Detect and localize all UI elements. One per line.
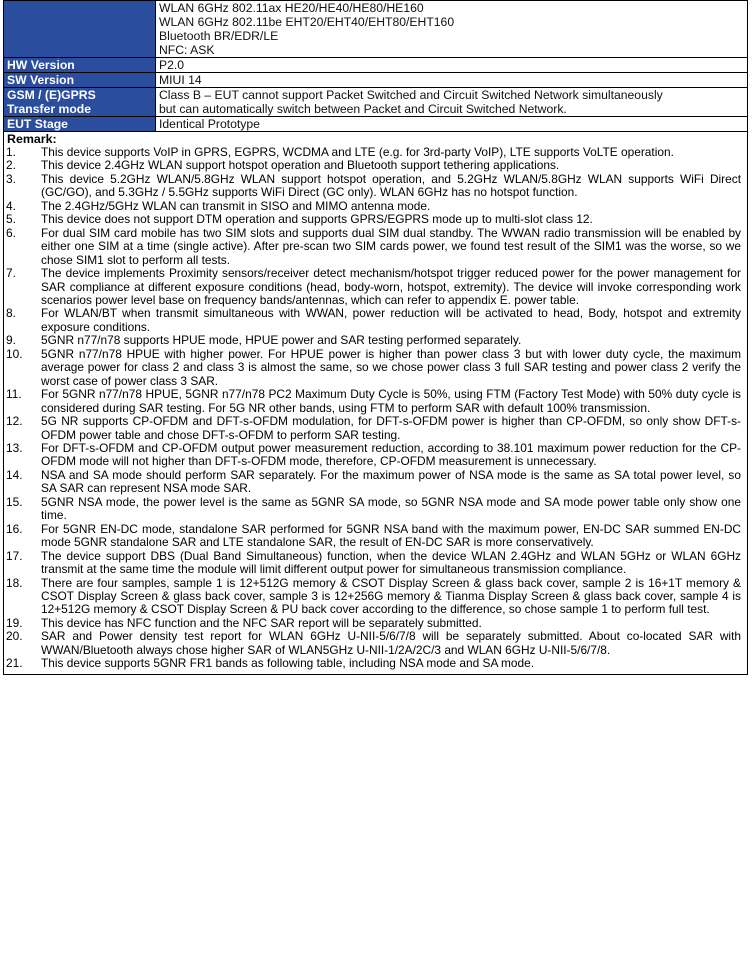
remark-number: 5. <box>6 212 16 227</box>
remark-number: 10. <box>6 346 23 361</box>
remark-item <box>4 523 747 550</box>
wireless-capability: WLAN 6GHz 802.11ax HE20/HE40/HE80/HE160 <box>159 1 424 15</box>
remark-item <box>4 577 747 617</box>
table-row <box>4 88 748 117</box>
remark-text: NSA and SA mode should perform SAR separately. For the maximum power of NSA mode is the same as SA total power level, so SA SAR can represent NSA mode SAR. <box>41 467 741 496</box>
gsm-transfer-mode-value <box>156 88 748 117</box>
remark-number: 4. <box>6 198 16 213</box>
remark-text: There are four samples, sample 1 is 12+512G memory & CSOT Display Screen & glass back cover, sample 2 is 16+1T memory & CSOT Display Screen & glass back cover, sample 3 is 12+256G memory & Tianma Display Screen & glass back cover, sample 4 is 12+512G memory & CSOT Display Screen & PU back cover according to the difference, so chose sample 1 to perform full test. <box>41 575 741 617</box>
remark-number: 6. <box>6 225 16 240</box>
remark-number: 7. <box>6 266 16 281</box>
remark-text: This device supports 5GNR FR1 bands as following table, including NSA mode and SA mode. <box>41 656 535 671</box>
remark-item <box>4 617 747 630</box>
gsm-label-line: GSM / (E)GPRS <box>7 88 96 102</box>
remark-text: 5GNR NSA mode, the power level is the same as 5GNR SA mode, so 5GNR NSA mode and SA mode power table only show one time. <box>41 494 741 523</box>
remark-item <box>4 496 747 523</box>
remark-number: 8. <box>6 306 16 321</box>
remark-item <box>4 267 747 307</box>
remark-text: This device 5.2GHz WLAN/5.8GHz WLAN support hotspot operation, and 5.2GHz WLAN/5.8GHz WLAN supports WiFi Direct (GC/GO), and 5.3GHz / 5.5GHz supports WiFi Direct (GC only). WLAN 6GHz has no hotspot function. <box>41 171 741 200</box>
remark-text: For 5GNR EN-DC mode, standalone SAR performed for 5GNR NSA band with the maximum power, EN-DC SAR summed EN-DC mode 5GNR standalone SAR and LTE standalone SAR, the result of EN-DC SAR is more conservatively. <box>41 521 741 550</box>
wireless-capability: NFC: ASK <box>159 43 215 57</box>
wireless-capability: Bluetooth BR/EDR/LE <box>159 29 279 43</box>
table-row <box>4 58 748 73</box>
remark-number: 1. <box>6 145 16 159</box>
remark-item <box>4 630 747 657</box>
remark-title: Remark: <box>7 132 57 146</box>
table-row <box>4 1 748 58</box>
sw-version-value: MIUI 14 <box>156 73 748 88</box>
document-page <box>3 0 748 675</box>
remark-item <box>4 469 747 496</box>
remark-number: 19. <box>6 615 23 630</box>
remark-item <box>4 200 747 213</box>
spec-table <box>3 0 748 132</box>
remark-section <box>3 132 748 675</box>
hw-version-label: HW Version <box>4 58 156 73</box>
remark-number: 11. <box>6 387 22 402</box>
remark-text: For WLAN/BT when transmit simultaneous with WWAN, power reduction will be activated to head, Body, hotspot and extremity exposure conditions. <box>41 306 741 334</box>
remark-text: The 2.4GHz/5GHz WLAN can transmit in SISO and MIMO antenna mode. <box>41 198 431 213</box>
remark-number: 21. <box>6 656 23 671</box>
remark-text: This device does not support DTM operation and supports GPRS/EGPRS mode up to multi-slot class 12. <box>41 212 593 227</box>
remark-number: 12. <box>6 414 23 429</box>
remark-number: 3. <box>6 171 16 186</box>
remark-item <box>4 348 747 388</box>
gsm-transfer-mode-label <box>4 88 156 117</box>
remark-item <box>4 442 747 469</box>
remark-number: 16. <box>6 521 23 536</box>
eut-stage-label: EUT Stage <box>4 117 156 132</box>
remark-number: 9. <box>6 333 16 348</box>
gsm-label-line: Transfer mode <box>7 102 91 116</box>
remark-item <box>4 159 747 172</box>
remark-number: 17. <box>6 548 23 563</box>
table-row <box>4 117 748 132</box>
remark-number: 2. <box>6 158 16 173</box>
remark-item <box>4 227 747 267</box>
remark-item <box>4 334 747 347</box>
hw-version-value: P2.0 <box>156 58 748 73</box>
remark-text: This device 2.4GHz WLAN support hotspot operation and Bluetooth support tethering applications. <box>41 158 560 173</box>
remark-item <box>4 657 747 670</box>
remark-text: 5GNR n77/n78 supports HPUE mode, HPUE power and SAR testing performed separately. <box>41 333 522 348</box>
remark-text: 5GNR n77/n78 HPUE with higher power. For HPUE power is higher than power class 3 but with lower duty cycle, the maximum average power for class 2 and class 3 is almost the same, so we chose power class 3 full SAR testing and power class 2 verify the worst case of power class 3 SAR. <box>41 346 741 388</box>
gsm-value-line: but can automatically switch between Packet and Circuit Switched Network. <box>159 102 567 116</box>
spec-label-cell <box>4 1 156 58</box>
remark-text: 5G NR supports CP-OFDM and DFT-s-OFDM modulation, for DFT-s-OFDM power is higher than CP-OFDM, so only show DFT-s-OFDM power table and chose DFT-s-OFDM to perform SAR testing. <box>41 414 741 442</box>
remark-number: 14. <box>6 467 23 482</box>
remark-list <box>4 146 747 671</box>
remark-number: 15. <box>6 494 23 509</box>
remark-text: This device supports VoIP in GPRS, EGPRS, WCDMA and LTE (e.g. for 3rd-party VoIP), LTE supports VoLTE operation. <box>41 145 674 159</box>
remark-text: This device has NFC function and the NFC SAR report will be separately submitted. <box>41 615 482 630</box>
remark-text: The device implements Proximity sensors/receiver detect mechanism/hotspot trigger reduced power for the power management for SAR compliance at different exposure conditions (head, body-worn, hotspot, extremity). The device will invoke corresponding work scenarios power level base on frequency bands/antennas, which can refer to appendix E. power table. <box>41 266 741 307</box>
gsm-value-line: Class B – EUT cannot support Packet Switched and Circuit Switched Network simultaneously <box>159 88 663 102</box>
table-row <box>4 73 748 88</box>
remark-item <box>4 173 747 200</box>
remark-item <box>4 213 747 226</box>
wireless-capabilities-cell <box>156 1 748 58</box>
remark-text: For dual SIM card mobile has two SIM slots and supports dual SIM dual standby. The WWAN radio transmission will be enabled by either one SIM at a time (single active). After pre-scan two SIM cards power, we found test result of the SIM1 was the worse, so we chose SIM1 slot to perform all tests. <box>41 225 741 267</box>
remark-item <box>4 307 747 334</box>
remark-text: SAR and Power density test report for WLAN 6GHz U-NII-5/6/7/8 will be separately submitted. About co-located SAR with WWAN/Bluetooth always chose higher SAR of WLAN5GHz U-NII-1/2A/2C/3 and WLAN 6GHz U-NII-5/6/7/8. <box>41 629 741 657</box>
remark-item <box>4 388 747 415</box>
remark-item <box>4 550 747 577</box>
remark-text: For 5GNR n77/n78 HPUE, 5GNR n77/n78 PC2 Maximum Duty Cycle is 50%, using FTM (Factory Test Mode) with 50% duty cycle is considered during SAR testing. For 5G NR other bands, using FTM to perform SAR with default 100% transmission. <box>41 387 741 415</box>
remark-text: For DFT-s-OFDM and CP-OFDM output power measurement reduction, according to 38.101 maximum power reduction for the CP-OFDM mode will not higher than DFT-s-OFDM mode, therefore, CP-OFDM measurement is unnecessary. <box>41 440 741 469</box>
remark-number: 20. <box>6 629 23 644</box>
remark-text: The device support DBS (Dual Band Simultaneous) function, when the device WLAN 2.4GHz and WLAN 5GHz or WLAN 6GHz transmit at the same time the module will limit different output power for simultaneous transmission compliance. <box>41 548 741 577</box>
eut-stage-value: Identical Prototype <box>156 117 748 132</box>
remark-number: 13. <box>6 440 23 455</box>
remark-item <box>4 415 747 442</box>
sw-version-label: SW Version <box>4 73 156 88</box>
remark-number: 18. <box>6 575 23 590</box>
wireless-capability: WLAN 6GHz 802.11be EHT20/EHT40/EHT80/EHT160 <box>159 15 455 29</box>
remark-item <box>4 146 747 159</box>
